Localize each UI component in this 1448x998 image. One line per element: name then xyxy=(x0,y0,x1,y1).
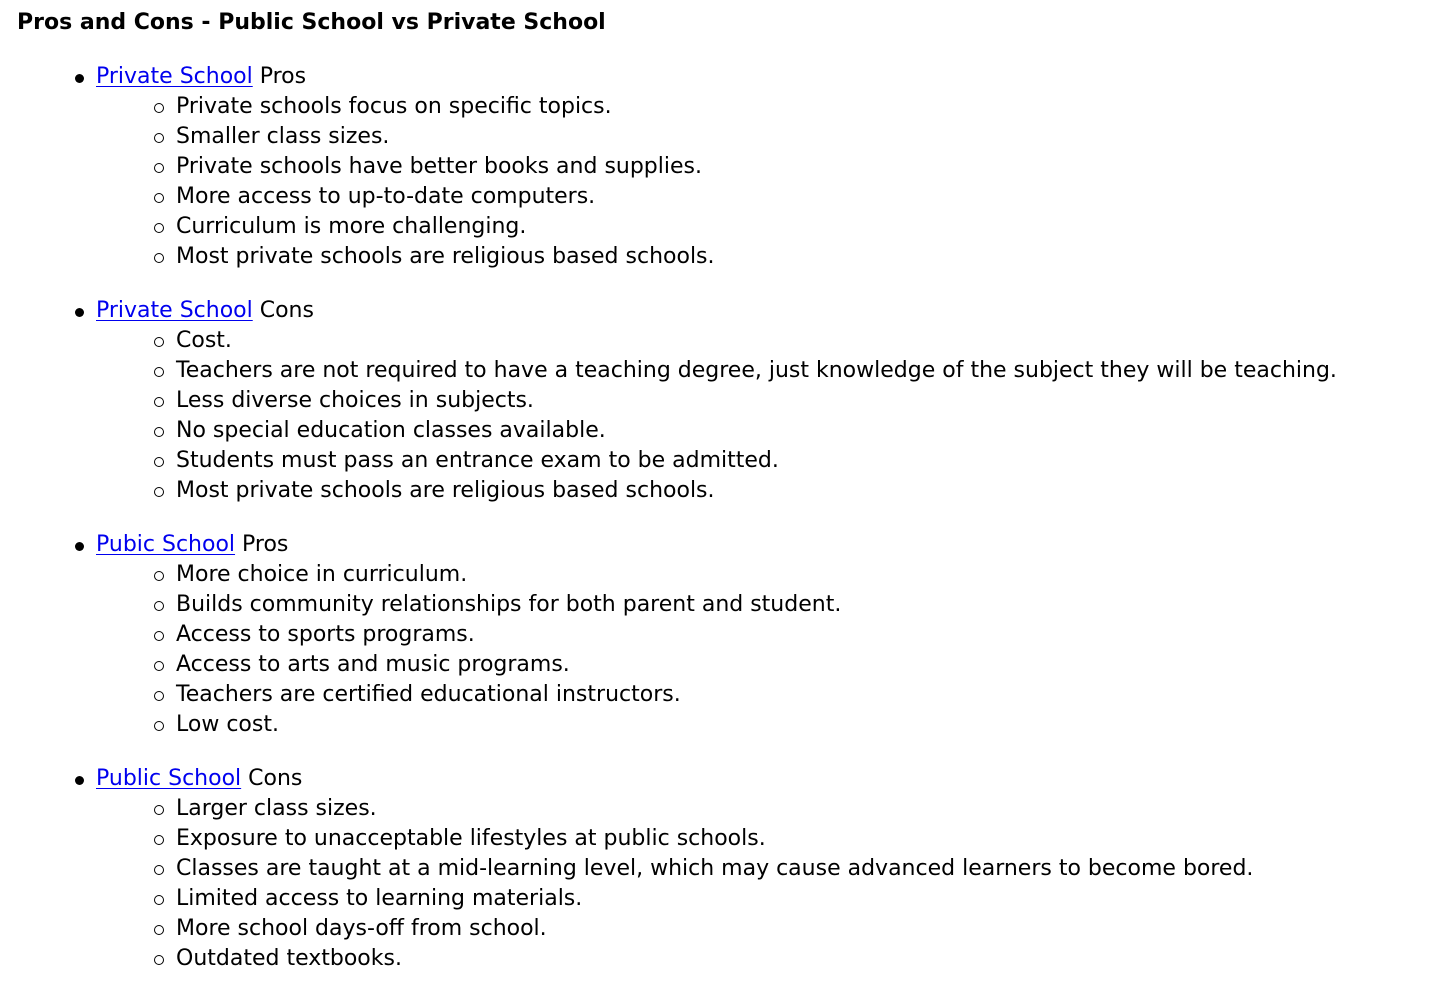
section-suffix: Cons xyxy=(241,766,303,791)
page-title: Pros and Cons - Public School vs Private School xyxy=(17,10,606,35)
section-private-cons xyxy=(0,296,1337,506)
public-school-link[interactable]: Pubic School xyxy=(96,532,236,557)
section-suffix: Pros xyxy=(235,532,289,557)
list-item xyxy=(0,212,1337,242)
section-public-cons xyxy=(0,764,1337,974)
circle-bullet-icon xyxy=(154,457,164,467)
list-item xyxy=(0,620,1337,650)
item-list xyxy=(0,560,1337,740)
list-item xyxy=(0,92,1337,122)
circle-bullet-icon xyxy=(154,487,164,497)
list-item-text: Teachers are certified educational instructors. xyxy=(176,682,681,707)
list-item xyxy=(0,182,1337,212)
list-item xyxy=(0,710,1337,740)
list-item xyxy=(0,446,1337,476)
list-item-text: Low cost. xyxy=(176,712,279,737)
list-item-text: Private schools have better books and supplies. xyxy=(176,154,702,179)
circle-bullet-icon xyxy=(154,193,164,203)
list-item xyxy=(0,416,1337,446)
circle-bullet-icon xyxy=(154,133,164,143)
circle-bullet-icon xyxy=(154,337,164,347)
item-list xyxy=(0,794,1337,974)
private-school-link[interactable]: Private School xyxy=(96,64,253,89)
disc-bullet-icon xyxy=(75,74,84,83)
list-item-text: Classes are taught at a mid-learning level, which may cause advanced learners to become bored. xyxy=(176,856,1254,881)
disc-bullet-icon xyxy=(75,542,84,551)
list-item-text: Students must pass an entrance exam to be admitted. xyxy=(176,448,779,473)
list-item-text: No special education classes available. xyxy=(176,418,606,443)
section-public-pros xyxy=(0,530,1337,740)
section-list xyxy=(0,62,1337,998)
list-item xyxy=(0,944,1337,974)
section-heading xyxy=(0,530,1337,560)
list-item xyxy=(0,680,1337,710)
circle-bullet-icon xyxy=(154,601,164,611)
list-item xyxy=(0,476,1337,506)
list-item xyxy=(0,824,1337,854)
circle-bullet-icon xyxy=(154,367,164,377)
list-item-text: Most private schools are religious based schools. xyxy=(176,478,715,503)
list-item-text: Access to sports programs. xyxy=(176,622,475,647)
private-school-link[interactable]: Private School xyxy=(96,298,253,323)
list-item-text: Limited access to learning materials. xyxy=(176,886,583,911)
list-item-text: More school days-off from school. xyxy=(176,916,547,941)
list-item xyxy=(0,326,1337,356)
item-list xyxy=(0,92,1337,272)
list-item xyxy=(0,560,1337,590)
circle-bullet-icon xyxy=(154,103,164,113)
public-school-link[interactable]: Public School xyxy=(96,766,242,791)
circle-bullet-icon xyxy=(154,571,164,581)
circle-bullet-icon xyxy=(154,925,164,935)
list-item xyxy=(0,650,1337,680)
list-item-text: Curriculum is more challenging. xyxy=(176,214,527,239)
disc-bullet-icon xyxy=(75,776,84,785)
list-item-text: Access to arts and music programs. xyxy=(176,652,570,677)
list-item-text: More access to up-to-date computers. xyxy=(176,184,596,209)
circle-bullet-icon xyxy=(154,163,164,173)
list-item-text: Outdated textbooks. xyxy=(176,946,402,971)
list-item-text: Less diverse choices in subjects. xyxy=(176,388,534,413)
list-item-text: Private schools focus on specific topics. xyxy=(176,94,612,119)
list-item xyxy=(0,884,1337,914)
list-item xyxy=(0,122,1337,152)
list-item xyxy=(0,152,1337,182)
list-item-text: Builds community relationships for both parent and student. xyxy=(176,592,842,617)
list-item xyxy=(0,914,1337,944)
circle-bullet-icon xyxy=(154,805,164,815)
section-heading xyxy=(0,296,1337,326)
circle-bullet-icon xyxy=(154,427,164,437)
circle-bullet-icon xyxy=(154,223,164,233)
list-item-text: Cost. xyxy=(176,328,232,353)
section-heading xyxy=(0,764,1337,794)
disc-bullet-icon xyxy=(75,308,84,317)
circle-bullet-icon xyxy=(154,397,164,407)
list-item-text: Most private schools are religious based schools. xyxy=(176,244,715,269)
circle-bullet-icon xyxy=(154,253,164,263)
list-item xyxy=(0,356,1337,386)
list-item xyxy=(0,794,1337,824)
section-private-pros xyxy=(0,62,1337,272)
list-item-text: Teachers are not required to have a teaching degree, just knowledge of the subject they will be teaching. xyxy=(176,358,1337,383)
circle-bullet-icon xyxy=(154,631,164,641)
list-item-text: Exposure to unacceptable lifestyles at public schools. xyxy=(176,826,766,851)
item-list xyxy=(0,326,1337,506)
list-item xyxy=(0,242,1337,272)
circle-bullet-icon xyxy=(154,865,164,875)
list-item xyxy=(0,386,1337,416)
circle-bullet-icon xyxy=(154,835,164,845)
circle-bullet-icon xyxy=(154,721,164,731)
list-item-text: More choice in curriculum. xyxy=(176,562,468,587)
list-item-text: Larger class sizes. xyxy=(176,796,377,821)
section-heading xyxy=(0,62,1337,92)
circle-bullet-icon xyxy=(154,691,164,701)
circle-bullet-icon xyxy=(154,661,164,671)
list-item xyxy=(0,590,1337,620)
section-suffix: Cons xyxy=(252,298,314,323)
section-suffix: Pros xyxy=(252,64,307,89)
list-item-text: Smaller class sizes. xyxy=(176,124,390,149)
circle-bullet-icon xyxy=(154,895,164,905)
circle-bullet-icon xyxy=(154,955,164,965)
list-item xyxy=(0,854,1337,884)
